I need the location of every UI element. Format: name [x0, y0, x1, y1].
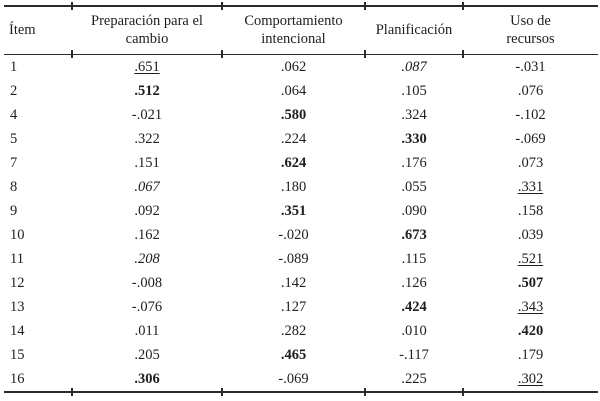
item-cell: 11 [10, 250, 24, 267]
value-cell: .673 [401, 226, 427, 243]
value-cell: .306 [134, 370, 160, 387]
value-cell: .076 [517, 82, 544, 99]
value-cell: .151 [134, 154, 160, 171]
column-header-uso-recursos [463, 7, 598, 55]
value-cell: .521 [517, 250, 544, 267]
item-cell: 2 [10, 82, 18, 99]
value-cell: .331 [517, 178, 544, 195]
value-cell: .064 [280, 82, 307, 99]
column-divider-tick [221, 2, 223, 10]
value-cell: -.031 [515, 58, 546, 75]
value-cell: -.069 [278, 370, 309, 387]
value-cell: -.069 [515, 130, 546, 147]
column-header-label: Preparación para el cambio [91, 13, 203, 47]
column-divider-tick [364, 50, 366, 58]
value-cell: .465 [280, 346, 307, 363]
value-cell: .351 [280, 202, 307, 219]
column-header-comportamiento [222, 7, 365, 55]
value-cell: .039 [517, 226, 544, 243]
value-cell: .087 [401, 58, 427, 75]
column-header-item [4, 7, 72, 55]
value-cell: .162 [134, 226, 160, 243]
value-cell: .208 [134, 250, 160, 267]
item-cell: 15 [10, 346, 25, 363]
value-cell: -.020 [278, 226, 309, 243]
value-cell: .512 [134, 82, 160, 99]
column-divider-tick [71, 50, 73, 58]
column-divider-tick [221, 50, 223, 58]
column-divider-tick [462, 388, 464, 396]
item-cell: 8 [10, 178, 18, 195]
column-header-label: Uso de recursos [506, 13, 555, 47]
value-cell: .105 [401, 82, 427, 99]
value-cell: .324 [401, 106, 427, 123]
value-cell: .073 [517, 154, 544, 171]
value-cell: .092 [134, 202, 160, 219]
value-cell: .507 [517, 274, 544, 291]
value-cell: .580 [280, 106, 307, 123]
column-divider-tick [71, 388, 73, 396]
column-divider-tick [462, 50, 464, 58]
item-cell: 12 [10, 274, 25, 291]
item-cell: 1 [10, 58, 18, 75]
value-cell: .225 [401, 370, 427, 387]
column-divider-tick [364, 2, 366, 10]
column-divider-tick [71, 2, 73, 10]
item-cell: 16 [10, 370, 25, 387]
value-cell: .424 [401, 298, 427, 315]
item-cell: 10 [10, 226, 25, 243]
value-cell: .127 [280, 298, 307, 315]
item-cell: 7 [10, 154, 18, 171]
item-cell: 13 [10, 298, 25, 315]
value-cell: -.076 [131, 298, 163, 315]
column-divider-tick [364, 388, 366, 396]
value-cell: .142 [280, 274, 307, 291]
value-cell: .067 [134, 178, 160, 195]
value-cell: .330 [401, 130, 427, 147]
item-cell: 4 [10, 106, 18, 123]
item-cell: 5 [10, 130, 18, 147]
value-cell: .011 [134, 322, 160, 339]
column-header-label: Planificación [375, 21, 453, 38]
item-cell: 14 [10, 322, 25, 339]
loadings-table [4, 5, 598, 393]
value-cell: .343 [517, 298, 544, 315]
value-cell: .205 [134, 346, 160, 363]
value-cell: .115 [401, 250, 427, 267]
value-cell: .010 [401, 322, 427, 339]
value-cell: .176 [401, 154, 427, 171]
value-cell: -.102 [515, 106, 546, 123]
value-cell: -.021 [131, 106, 163, 123]
column-header-planificacion [365, 7, 463, 55]
value-cell: .651 [134, 58, 160, 75]
value-cell: .090 [401, 202, 427, 219]
value-cell: -.117 [399, 346, 429, 363]
column-header-preparacion [72, 7, 222, 55]
value-cell: -.008 [131, 274, 163, 291]
value-cell: .055 [401, 178, 427, 195]
value-cell: .179 [517, 346, 544, 363]
column-divider-tick [462, 2, 464, 10]
value-cell: .322 [134, 130, 160, 147]
value-cell: .158 [517, 202, 544, 219]
value-cell: .224 [280, 130, 307, 147]
value-cell: .180 [280, 178, 307, 195]
value-cell: .062 [280, 58, 307, 75]
value-cell: .302 [517, 370, 544, 387]
value-cell: -.089 [278, 250, 309, 267]
value-cell: .282 [280, 322, 307, 339]
item-cell: 9 [10, 202, 18, 219]
value-cell: .420 [517, 322, 544, 339]
column-divider-tick [221, 388, 223, 396]
column-header-label: Ítem [9, 21, 36, 38]
column-header-label: Comportamiento intencional [244, 13, 343, 47]
value-cell: .624 [280, 154, 307, 171]
value-cell: .126 [401, 274, 427, 291]
